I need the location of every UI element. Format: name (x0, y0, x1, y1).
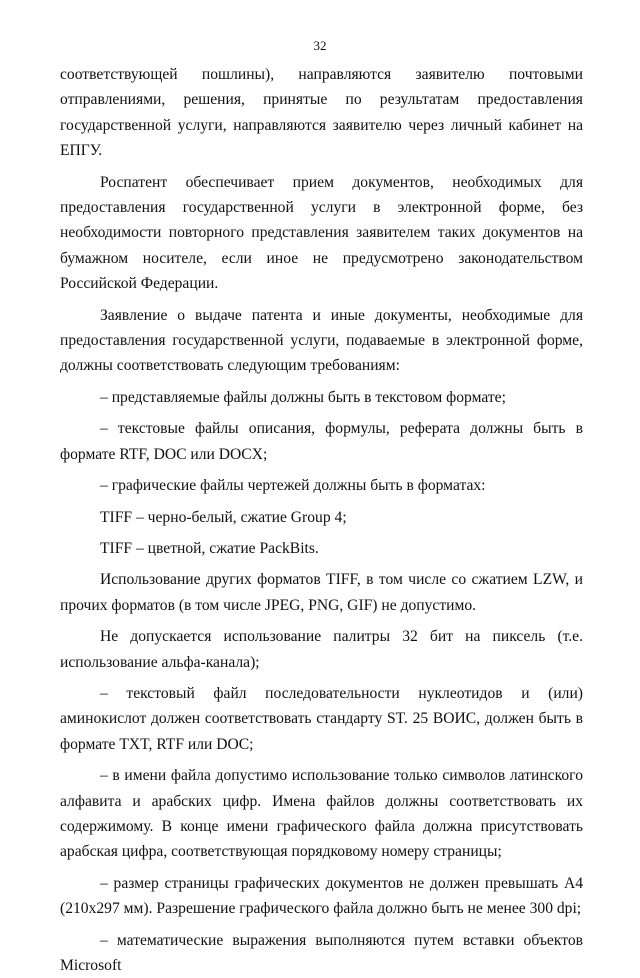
paragraph-11: – текстовый файл последовательности нуклеотидов и (или) аминокислот должен соответствовать стандарту ST. 25 ВОИС, должен быть в формате TXT, RTF или DOC; (60, 684, 583, 753)
paragraph-8: TIFF – цветной, сжатие PackBits. (100, 539, 319, 557)
paragraph-14: – математические выражения выполняются путем вставки объектов Microsoft (60, 931, 583, 974)
document-body (60, 62, 583, 978)
paragraph-3: Заявление о выдаче патента и иные документы, необходимые для предоставления государственной услуги, подаваемые в электронной форме, должны соответствовать следующим требованиям: (60, 306, 583, 375)
page-number: 32 (313, 38, 327, 53)
paragraph-2: Роспатент обеспечивает прием документов, необходимых для предоставления государственной услуги в электронной форме, без необходимости повторного представления заявителем таких документов на бумажном носителе, если иное не предусмотрено законодательством Российской Федерации. (60, 173, 583, 293)
paragraph-7: TIFF – черно-белый, сжатие Group 4; (100, 508, 347, 526)
paragraph-10: Не допускается использование палитры 32 бит на пиксель (т.е. использование альфа-канала); (60, 628, 583, 671)
paragraph-4: – представляемые файлы должны быть в текстовом формате; (100, 388, 506, 406)
paragraph-9: Использование других форматов TIFF, в том числе со сжатием LZW, и прочих форматов (в том числе JPEG, PNG, GIF) не допустимо. (60, 571, 583, 614)
paragraph-5: – текстовые файлы описания, формулы, реферата должны быть в формате RTF, DOC или DOCX; (60, 420, 583, 463)
paragraph-1: соответствующей пошлины), направляются заявителю почтовыми отправлениями, решения, принятые по результатам предоставления государственной услуги, направляются заявителю через личный кабинет на ЕПГУ. (60, 66, 583, 160)
paragraph-6: – графические файлы чертежей должны быть в форматах: (100, 477, 486, 495)
paragraph-12: – в имени файла допустимо использование только символов латинского алфавита и арабских цифр. Имена файлов должны соответствовать их содержимому. В конце имени графического файла должна присутствовать арабская цифра, соответствующая порядковому номеру страницы; (60, 767, 583, 861)
paragraph-13: – размер страницы графических документов не должен превышать А4 (210х297 мм). Разрешение графического файла должно быть не менее 300 dpi; (60, 874, 583, 918)
